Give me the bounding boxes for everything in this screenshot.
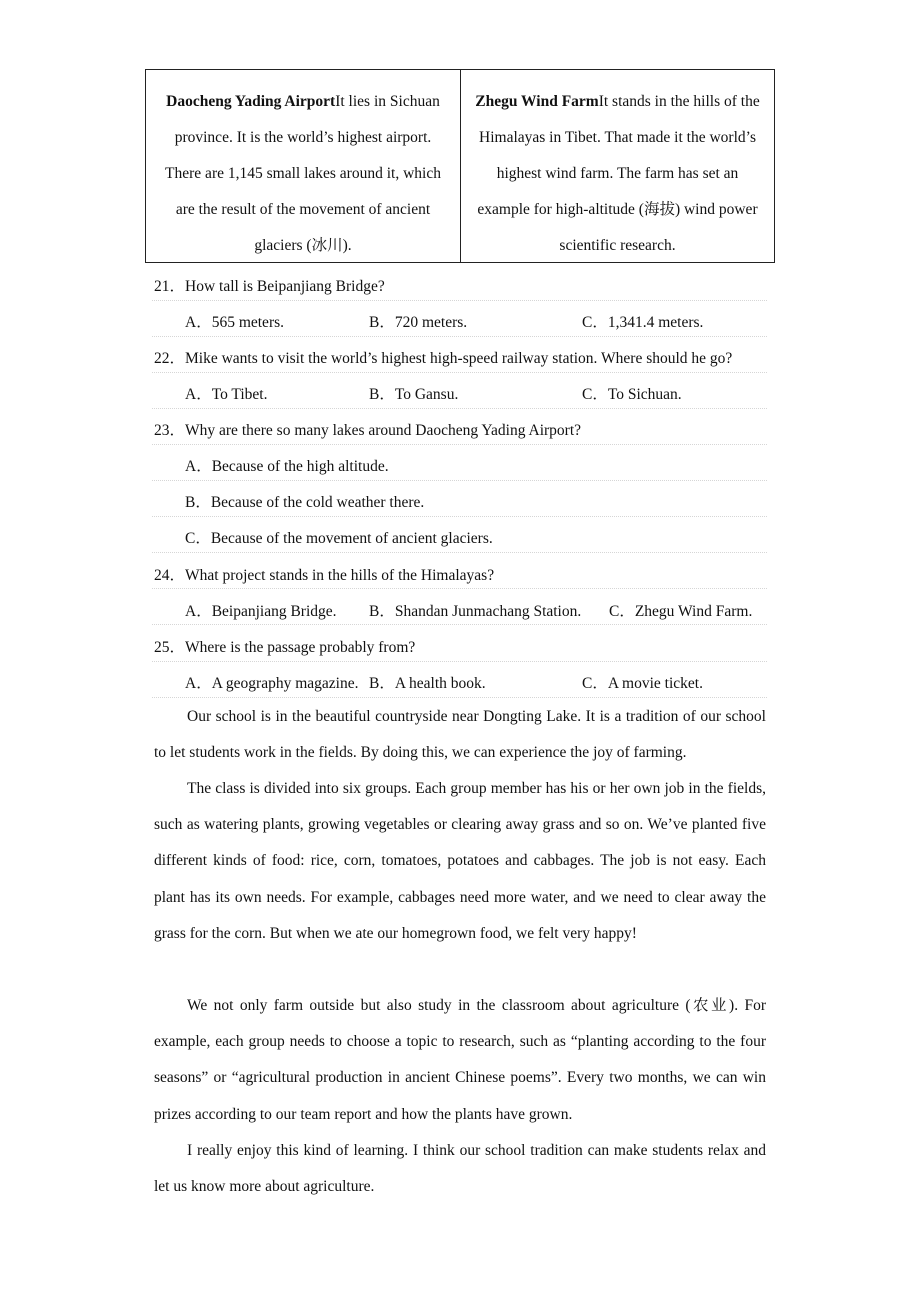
guide-line — [152, 336, 767, 337]
question-text: Why are there so many lakes around Daocheng Yading Airport? — [185, 422, 582, 439]
info-table — [145, 69, 775, 263]
question-23 — [154, 418, 581, 440]
guide-line — [152, 697, 767, 698]
option-b[interactable]: B．To Gansu. — [369, 386, 459, 403]
guide-line — [152, 480, 767, 481]
option-a[interactable]: A．A geography magazine. — [185, 675, 359, 692]
question-number: 23． — [154, 422, 186, 439]
question-text: How tall is Beipanjiang Bridge? — [185, 278, 385, 295]
cell-text: It stands in the hills of the Himalayas in Tibet. That made it the world’s highest wind farm. The farm has set an example for high-altitude (海拔) wind power scientific research. — [477, 93, 760, 254]
option-a[interactable]: A．Because of the high altitude. — [185, 458, 389, 475]
option-c[interactable]: C．A movie ticket. — [582, 675, 703, 692]
passage-paragraph-3: We not only farm outside but also study in the classroom about agriculture (农业). For example, each group needs to choose a topic to research, such as “planting according to the four seasons” or “agricultural production in ancient Chinese poems”. Every two months, we can win prizes according to our team report and how the plants have grown. — [154, 997, 766, 1123]
passage-paragraph-2: The class is divided into six groups. Each group member has his or her own job in the fields, such as watering plants, growing vegetables or clearing away grass and so on. We’ve planted five different kinds of food: rice, corn, tomatoes, potatoes and cabbages. The job is not easy. Each plant has its own needs. For example, cabbages need more water, and we need to clear away the grass for the corn. But when we ate our homegrown food, we felt very happy! — [154, 780, 766, 942]
guide-line — [152, 552, 767, 553]
question-text: Where is the passage probably from? — [185, 639, 416, 656]
option-c[interactable]: C．Because of the movement of ancient glaciers. — [185, 530, 493, 547]
guide-line — [152, 444, 767, 445]
guide-line — [152, 300, 767, 301]
question-24 — [154, 563, 494, 585]
guide-line — [152, 408, 767, 409]
option-b[interactable]: B．Shandan Junmachang Station. — [369, 603, 582, 620]
passage-paragraph-4: I really enjoy this kind of learning. I think our school tradition can make students relax and let us know more about agriculture. — [154, 1142, 766, 1196]
question-22 — [154, 346, 732, 368]
table-cell-wind-farm — [460, 70, 774, 262]
cell-title: Daocheng Yading Airport — [166, 93, 336, 110]
guide-line — [152, 661, 767, 662]
guide-line — [152, 372, 767, 373]
option-a[interactable]: A．To Tibet. — [185, 386, 268, 403]
option-c[interactable]: C．Zhegu Wind Farm. — [609, 603, 753, 620]
option-c[interactable]: C．To Sichuan. — [582, 386, 682, 403]
option-b[interactable]: B．720 meters. — [369, 314, 468, 331]
option-a[interactable]: A．Beipanjiang Bridge. — [185, 603, 337, 620]
question-text: What project stands in the hills of the Himalayas? — [185, 567, 495, 584]
passage-paragraph-1: Our school is in the beautiful countryside near Dongting Lake. It is a tradition of our school to let students work in the fields. By doing this, we can experience the joy of farming. — [154, 708, 766, 762]
question-25 — [154, 635, 415, 657]
option-c[interactable]: C．1,341.4 meters. — [582, 314, 704, 331]
cell-text: It lies in Sichuan province. It is the world’s highest airport. There are 1,145 small lakes around it, which are the result of the movement of ancient glaciers (冰川). — [165, 93, 441, 254]
table-cell-airport — [146, 70, 460, 262]
guide-line — [152, 624, 767, 625]
question-text: Mike wants to visit the world’s highest high-speed railway station. Where should he go? — [185, 350, 733, 367]
question-number: 22． — [154, 350, 186, 367]
question-21 — [154, 274, 385, 296]
question-number: 21． — [154, 278, 186, 295]
guide-line — [152, 516, 767, 517]
question-number: 25． — [154, 639, 186, 656]
question-number: 24． — [154, 567, 186, 584]
option-b[interactable]: B．A health book. — [369, 675, 486, 692]
option-b[interactable]: B．Because of the cold weather there. — [185, 494, 425, 511]
option-a[interactable]: A．565 meters. — [185, 314, 285, 331]
cell-title: Zhegu Wind Farm — [475, 93, 599, 110]
guide-line — [152, 588, 767, 589]
